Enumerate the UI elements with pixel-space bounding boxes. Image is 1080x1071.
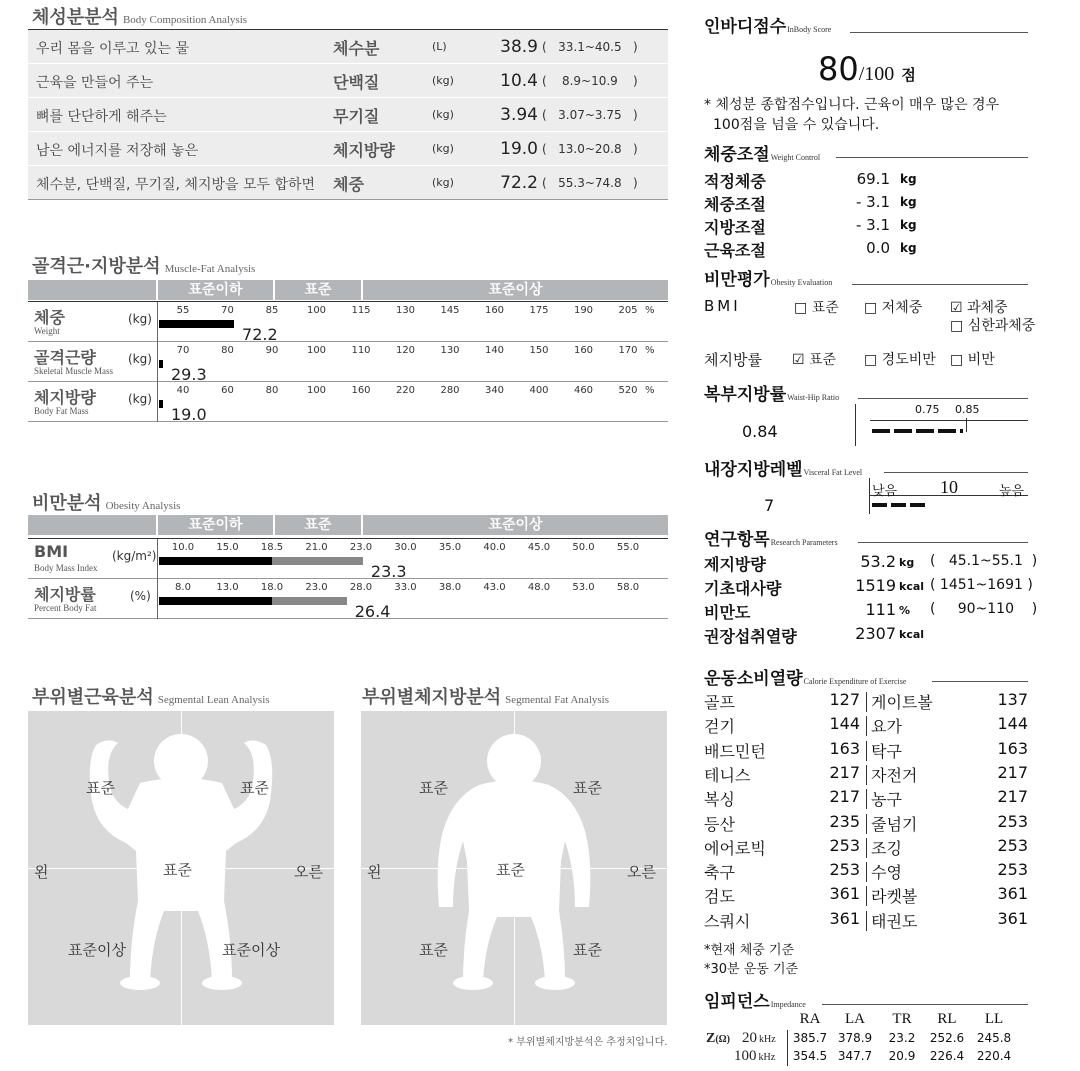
- research-range: ( 45.1~55.1 ): [930, 553, 1038, 569]
- muscle_fat-bar-below: [159, 320, 234, 328]
- weight-control-value: - 3.1: [855, 216, 890, 234]
- impedance-value: 20.9: [888, 1049, 916, 1063]
- impedance-col: LL: [984, 1011, 1004, 1027]
- fat-trunk-status: 표준: [496, 861, 525, 879]
- fat-left-arm-status: 표준: [419, 779, 448, 797]
- calorie-activity: 복싱: [704, 790, 735, 810]
- obesity-tick: 30.0: [394, 542, 417, 553]
- research-label: 권장섭취열량: [704, 627, 797, 646]
- muscle_fat-tick: 145: [440, 305, 460, 316]
- inbody-score-title: 인바디점수InBody Score: [704, 17, 832, 37]
- obesity-bar-normal: [272, 597, 347, 605]
- muscle_fat-value: 19.0: [171, 405, 207, 424]
- muscle_fat-tick: 160: [351, 385, 371, 396]
- visceral-rule: [884, 472, 1028, 473]
- whr-tick-1: 0.75: [915, 403, 940, 416]
- muscle_fat-divider: [157, 342, 158, 382]
- weight-control-unit: kg: [900, 218, 917, 232]
- muscle_fat-tick: 280: [440, 385, 460, 396]
- body-comp-name: 체수분: [333, 39, 380, 58]
- body-comp-desc: 우리 몸을 이루고 있는 물: [36, 41, 190, 57]
- muscle_fat-pct: %: [645, 345, 655, 356]
- muscle_fat-tick: 160: [484, 305, 505, 316]
- lean-right-label: 오른: [294, 863, 323, 881]
- calorie-activity: 자전거: [871, 765, 918, 785]
- calorie-activity: 걷기: [704, 717, 735, 737]
- muscle_fat-pct: %: [645, 385, 655, 396]
- obesity-tick: 18.5: [260, 542, 284, 553]
- impedance-value: 226.4: [929, 1049, 965, 1063]
- calorie-value: 217: [997, 787, 1028, 807]
- muscle_fat-tick: 80: [265, 385, 279, 396]
- calorie-divider: [866, 716, 867, 736]
- muscle_fat-tick: 175: [529, 305, 549, 316]
- obesity-divider: [157, 539, 158, 579]
- obesity-ticks: [163, 582, 663, 596]
- obesity-tick: 23.0: [305, 582, 328, 593]
- bmi-eval-label: BMI: [704, 297, 741, 315]
- muscle_fat-ticks: [163, 345, 663, 359]
- muscle_fat-tick: 70: [176, 345, 190, 356]
- obesity-tick: 45.0: [527, 542, 551, 553]
- obesity-value: 23.3: [370, 562, 407, 581]
- muscle_fat-sublabel: Body Fat Mass: [34, 406, 89, 416]
- body-comp-bottom-rule: [28, 199, 668, 200]
- muscle_fat-tick: 400: [529, 385, 549, 396]
- impedance-value: 347.7: [837, 1049, 873, 1063]
- obesity-tick: 50.0: [572, 542, 595, 553]
- visceral-title: 내장지방레벨Visceral Fat Level: [704, 460, 863, 480]
- body-comp-unit: (kg): [432, 142, 454, 155]
- body-comp-unit: (kg): [432, 74, 454, 87]
- calorie-value: 253: [997, 811, 1028, 831]
- impedance-frequency: [742, 1030, 776, 1047]
- muscle-fat-header: 표준이하 표준 표준이상: [28, 280, 668, 300]
- muscle_fat-sublabel: Skeletal Muscle Mass: [34, 366, 113, 376]
- muscle_fat-ticks: [163, 305, 663, 319]
- calorie-activity: 게이트볼: [871, 693, 933, 712]
- obesity-tick: 18.0: [260, 582, 284, 593]
- pbf-opt-mild: □ 경도비만: [864, 352, 936, 368]
- visceral-axis: [869, 478, 870, 514]
- obesity-tick: 10.0: [171, 542, 195, 553]
- muscle_fat-tick: 70: [221, 305, 234, 316]
- obesity-row: [28, 579, 668, 619]
- lean-right-leg-status: 표준이상: [222, 941, 280, 959]
- impedance-freq-unit: kHz: [759, 1034, 776, 1045]
- muscle_fat-bar-below: [159, 400, 163, 408]
- impedance-frequency: [734, 1048, 775, 1065]
- lean-left-leg-status: 표준이상: [68, 941, 126, 959]
- calorie-activity: 테니스: [704, 765, 751, 785]
- weight-control-rule: [836, 157, 1028, 158]
- obesity-title: 비만분석 Obesity Analysis: [32, 493, 181, 514]
- fat-right-label: 오른: [627, 863, 656, 881]
- calorie-value: 361: [829, 884, 860, 904]
- body-comp-unit: (kg): [432, 176, 454, 189]
- visceral-mid: 10: [940, 477, 958, 497]
- weight-control-label: 근육조절: [704, 241, 766, 260]
- calorie-activity: 배드민턴: [704, 741, 766, 761]
- visceral-high: 높음: [999, 484, 1025, 499]
- muscle_fat-tick: 220: [395, 385, 416, 396]
- impedance-value: 220.4: [976, 1049, 1012, 1063]
- calorie-activity: 축구: [704, 863, 735, 883]
- body-comp-range: ( 55.3~74.8 ): [542, 176, 638, 190]
- whr-normal-marker: [966, 418, 967, 432]
- calorie-activity: 농구: [871, 790, 902, 810]
- calorie-value: 144: [997, 714, 1028, 734]
- calorie-value: 163: [997, 738, 1028, 758]
- research-title: 연구항목Research Parameters: [704, 530, 838, 550]
- fat-left-leg-status: 표준: [419, 941, 448, 959]
- muscle_fat-pct: %: [645, 305, 655, 316]
- obesity-bar-normal: [272, 557, 363, 565]
- obesity-tick: 13.0: [216, 582, 239, 593]
- body-comp-row: [28, 30, 668, 64]
- calorie-activity: 태권도: [871, 911, 918, 931]
- impedance-col: RA: [799, 1011, 821, 1027]
- calorie-value: 361: [829, 908, 860, 928]
- calorie-divider: [866, 789, 867, 809]
- bmi-opt-severe: □ 심한과체중: [950, 318, 1036, 334]
- weight-control-label: 적정체중: [704, 172, 766, 191]
- obesity-tick: 40.0: [483, 542, 506, 553]
- whr-bar: [872, 429, 963, 433]
- calorie-value: 217: [829, 787, 860, 807]
- obesity-value: 26.4: [354, 602, 391, 621]
- muscle_fat-unit: (kg): [128, 312, 152, 326]
- body-comp-name: 단백질: [333, 73, 380, 92]
- lean-right-arm-status: 표준: [240, 779, 269, 797]
- muscle_fat-tick: 150: [529, 345, 549, 356]
- obesity-header: 표준이하 표준 표준이상: [28, 515, 668, 535]
- research-value: 53.2: [860, 552, 896, 571]
- impedance-value: 385.7: [792, 1031, 828, 1045]
- calorie-activity: 라켓볼: [871, 887, 918, 907]
- lean-trunk-status: 표준: [163, 861, 192, 879]
- segmental-lean-panel: [28, 711, 334, 1025]
- impedance-value: 23.2: [888, 1031, 916, 1045]
- calorie-value: 361: [997, 908, 1028, 928]
- body-comp-row: [28, 98, 668, 132]
- calorie-value: 253: [829, 835, 860, 855]
- obesity-eval-title: 비만평가Obesity Evaluation: [704, 270, 833, 290]
- calorie-value: 217: [997, 762, 1028, 782]
- weight-control-value: - 3.1: [855, 193, 890, 211]
- research-unit: kcal: [899, 628, 925, 641]
- impedance-value: 354.5: [792, 1049, 828, 1063]
- calorie-activity: 골프: [704, 693, 735, 712]
- body-comp-name: 체지방량: [333, 141, 395, 160]
- research-unit: %: [899, 604, 911, 617]
- calorie-value: 361: [997, 884, 1028, 904]
- calorie-value: 253: [997, 835, 1028, 855]
- inbody-score-value: 80/100 점: [818, 50, 916, 88]
- calorie-activity: 요가: [871, 717, 902, 737]
- bmi-opt-under: □ 저체중: [864, 300, 923, 316]
- calorie-activity: 스쿼시: [704, 911, 751, 931]
- segmental-fat-title: 부위별체지방분석 Segmental Fat Analysis: [362, 687, 609, 708]
- body-comp-name: 체중: [333, 175, 364, 194]
- body-comp-desc: 근육을 만들어 주는: [36, 75, 154, 91]
- body-comp-desc: 체수분, 단백질, 무기질, 체지방을 모두 합하면: [36, 177, 316, 193]
- obesity-tick: 35.0: [438, 542, 462, 553]
- muscle_fat-label: 골격근량: [34, 348, 96, 367]
- obesity-ticks: [163, 542, 663, 556]
- muscle_fat-value: 72.2: [242, 325, 278, 344]
- lean-left-arm-status: 표준: [86, 779, 115, 797]
- research-value: 2307: [855, 624, 896, 643]
- bmi-opt-over: ☑ 과체중: [950, 300, 1008, 316]
- muscle_fat-ticks: [163, 385, 663, 399]
- muscle_fat-tick: 160: [573, 345, 594, 356]
- calorie-divider: [866, 741, 867, 761]
- bmi-opt-normal: □ 표준: [794, 300, 839, 316]
- impedance-z-label: Z(Ω): [706, 1031, 731, 1046]
- visceral-low: 낮음: [872, 484, 898, 499]
- research-label: 기초대사량: [704, 579, 782, 598]
- muscle_fat-tick: 90: [265, 345, 279, 356]
- body-comp-desc: 남은 에너지를 저장해 놓은: [36, 143, 199, 159]
- obesity-tick: 38.0: [438, 582, 462, 593]
- weight-control-value: 0.0: [866, 239, 890, 257]
- obesity-tick: 33.0: [394, 582, 417, 593]
- obesity-tick: 23.0: [349, 542, 373, 553]
- muscle_fat-value: 29.3: [171, 365, 207, 384]
- body-comp-value: 19.0: [500, 139, 538, 159]
- impedance-title: 임피던스Impedance: [704, 992, 806, 1012]
- inbody-score-rule: [850, 32, 1028, 33]
- muscle_fat-divider: [157, 302, 158, 342]
- impedance-freq-value: 20: [742, 1030, 757, 1046]
- calorie-activity: 조깅: [871, 838, 902, 858]
- obesity-divider: [157, 579, 158, 619]
- obesity-tick: 21.0: [305, 542, 328, 553]
- visceral-bar: [872, 503, 925, 507]
- body-comp-name: 무기질: [333, 107, 380, 126]
- muscle_fat-tick: 115: [351, 305, 371, 316]
- whr-axis: [855, 404, 856, 446]
- muscle_fat-tick: 140: [484, 345, 505, 356]
- impedance-rule: [822, 1004, 1028, 1005]
- fat-right-arm-status: 표준: [573, 779, 602, 797]
- research-value: 1519: [855, 576, 896, 595]
- impedance-col: TR: [892, 1011, 912, 1027]
- calorie-value: 217: [829, 762, 860, 782]
- calorie-divider: [866, 765, 867, 785]
- visceral-value: 7: [764, 496, 775, 515]
- pbf-opt-obese: □ 비만: [950, 352, 995, 368]
- muscle_fat-divider: [157, 382, 158, 422]
- impedance-col: RL: [937, 1011, 957, 1027]
- obesity-label: BMI: [34, 542, 69, 561]
- muscle_fat-tick: 460: [573, 385, 594, 396]
- body-comp-row: [28, 64, 668, 98]
- muscle_fat-tick: 55: [176, 305, 190, 316]
- muscle_fat-unit: (kg): [128, 352, 152, 366]
- fat-right-leg-status: 표준: [573, 941, 602, 959]
- weight-control-label: 지방조절: [704, 218, 766, 237]
- whr-value: 0.84: [742, 422, 778, 441]
- body-comp-desc: 뼈를 단단하게 해주는: [36, 109, 167, 125]
- body-comp-row: [28, 132, 668, 166]
- research-label: 제지방량: [704, 555, 766, 574]
- calorie-note-2: *30분 운동 기준: [704, 962, 799, 977]
- body-comp-value: 72.2: [500, 173, 538, 193]
- research-range: ( 90~110 ): [930, 601, 1038, 617]
- body-comp-unit: (kg): [432, 108, 454, 121]
- obesity-tick: 55.0: [616, 542, 640, 553]
- muscle_fat-sublabel: Weight: [34, 326, 60, 336]
- impedance-value: 378.9: [837, 1031, 873, 1045]
- whr-rule: [858, 398, 1028, 399]
- muscle-fat-title: 골격근·지방분석 Muscle-Fat Analysis: [32, 256, 256, 277]
- calorie-divider: [866, 911, 867, 931]
- calorie-divider: [866, 814, 867, 834]
- obesity-bar-below: [159, 557, 272, 565]
- calorie-value: 253: [829, 860, 860, 880]
- impedance-value: 252.6: [929, 1031, 965, 1045]
- obesity-tick: 58.0: [616, 582, 640, 593]
- muscle_fat-tick: 100: [306, 385, 327, 396]
- calorie-value: 235: [829, 811, 860, 831]
- muscle_fat-tick: 130: [395, 305, 416, 316]
- weight-control-value: 69.1: [856, 170, 890, 188]
- calorie-divider: [866, 692, 867, 712]
- muscle_fat-tick: 100: [306, 305, 327, 316]
- obesity-sublabel: Percent Body Fat: [34, 603, 97, 613]
- whr-scale-line: [870, 420, 1028, 421]
- muscle_fat-bar-below: [159, 360, 163, 368]
- research-range: ( 1451~1691 ): [930, 577, 1033, 593]
- calorie-value: 127: [829, 690, 860, 709]
- muscle_fat-tick: 170: [618, 345, 638, 356]
- body-comp-value: 38.9: [500, 37, 538, 57]
- research-unit: kcal: [899, 580, 925, 593]
- muscle_fat-tick: 130: [440, 345, 460, 356]
- inbody-score-note-1: * 체성분 종합점수입니다. 근육이 매우 많은 경우: [704, 97, 1000, 113]
- muscle_fat-tick: 80: [221, 345, 234, 356]
- body-comp-range: ( 13.0~20.8 ): [542, 142, 638, 156]
- body-comp-range: ( 3.07~3.75 ): [542, 108, 638, 122]
- weight-control-unit: kg: [900, 241, 917, 255]
- body-comp-row: [28, 166, 668, 200]
- muscle_fat-label: 체중: [34, 308, 65, 327]
- obesity-eval-rule: [852, 284, 1028, 285]
- pbf-eval-label: 체지방률: [704, 351, 762, 369]
- obesity-tick: 53.0: [572, 582, 595, 593]
- obesity-bar-below: [159, 597, 272, 605]
- impedance-value: 245.8: [976, 1031, 1012, 1045]
- calorie-value: 163: [829, 738, 860, 758]
- impedance-col: LA: [845, 1011, 865, 1027]
- whr-title: 복부지방률Waist-Hip Ratio: [704, 385, 840, 405]
- fat-left-label: 왼: [367, 863, 382, 881]
- weight-control-label: 체중조절: [704, 195, 766, 214]
- whr-tick-2: 0.85: [955, 403, 980, 416]
- segmental-fat-panel: [361, 711, 667, 1025]
- calorie-divider: [866, 862, 867, 882]
- research-value: 111: [865, 600, 896, 619]
- body-comp-range: ( 8.9~10.9 ): [542, 74, 638, 88]
- obesity-row: [28, 539, 668, 579]
- calorie-divider: [866, 886, 867, 906]
- body-comp-value: 3.94: [500, 105, 538, 125]
- muscle_fat-tick: 190: [573, 305, 594, 316]
- research-unit: kg: [899, 556, 915, 569]
- calorie-note-1: *현재 체중 기준: [704, 943, 795, 958]
- pbf-opt-normal: ☑ 표준: [792, 352, 837, 368]
- research-label: 비만도: [704, 603, 751, 622]
- calorie-activity: 줄넘기: [871, 814, 918, 834]
- impedance-freq-unit: kHz: [758, 1052, 776, 1063]
- muscle_fat-tick: 85: [265, 305, 279, 316]
- obesity-tick: 15.0: [216, 542, 239, 553]
- muscle_fat-row: [28, 342, 668, 382]
- obesity-tick: 28.0: [349, 582, 373, 593]
- muscle_fat-row: [28, 382, 668, 422]
- calorie-value: 144: [829, 714, 860, 734]
- body-comp-unit: (L): [432, 40, 447, 53]
- lean-left-label: 왼: [34, 863, 49, 881]
- calorie-divider: [866, 838, 867, 858]
- muscle_fat-tick: 60: [221, 385, 234, 396]
- weight-control-unit: kg: [900, 172, 917, 186]
- muscle_fat-tick: 40: [176, 385, 190, 396]
- calorie-activity: 등산: [704, 814, 735, 834]
- obesity-label: 체지방률: [34, 585, 96, 604]
- calorie-activity: 에어로빅: [704, 838, 766, 858]
- impedance-freq-value: 100: [734, 1048, 757, 1064]
- obesity-sublabel: Body Mass Index: [34, 563, 98, 573]
- body-comp-range: ( 33.1~40.5 ): [542, 40, 638, 54]
- calorie-activity: 탁구: [871, 741, 902, 761]
- weight-control-unit: kg: [900, 195, 917, 209]
- obesity-tick: 43.0: [483, 582, 506, 593]
- segmental-lean-title: 부위별근육분석 Segmental Lean Analysis: [32, 687, 270, 708]
- muscle_fat-tick: 100: [306, 345, 327, 356]
- segmental-note: * 부위별체지방분석은 추정치입니다.: [508, 1037, 668, 1048]
- body-comp-value: 10.4: [500, 71, 538, 91]
- obesity-unit: (%): [130, 589, 151, 603]
- muscle_fat-row: [28, 302, 668, 342]
- calorie-activity: 수영: [871, 863, 902, 883]
- obesity-tick: 8.0: [175, 582, 191, 593]
- body-comp-title: 체성분분석 Body Composition Analysis: [32, 7, 248, 28]
- muscle_fat-tick: 520: [618, 385, 638, 396]
- calorie-value: 253: [997, 860, 1028, 880]
- calorie-value: 137: [997, 690, 1028, 709]
- obesity-tick: 48.0: [527, 582, 551, 593]
- calorie-rule: [932, 681, 1028, 682]
- calorie-title: 운동소비열량Calorie Expenditure of Exercise: [704, 669, 907, 689]
- muscle_fat-tick: 120: [395, 345, 416, 356]
- inbody-score-note-2: 100점을 넘을 수 있습니다.: [713, 117, 880, 133]
- muscle_fat-tick: 205: [618, 305, 638, 316]
- obesity-unit: (kg/m²): [112, 549, 157, 563]
- research-rule: [858, 542, 1028, 543]
- muscle_fat-tick: 110: [351, 345, 371, 356]
- muscle_fat-unit: (kg): [128, 392, 152, 406]
- muscle_fat-tick: 340: [484, 385, 505, 396]
- muscle_fat-label: 체지방량: [34, 388, 96, 407]
- calorie-activity: 검도: [704, 887, 735, 907]
- weight-control-title: 체중조절Weight Control: [704, 145, 821, 165]
